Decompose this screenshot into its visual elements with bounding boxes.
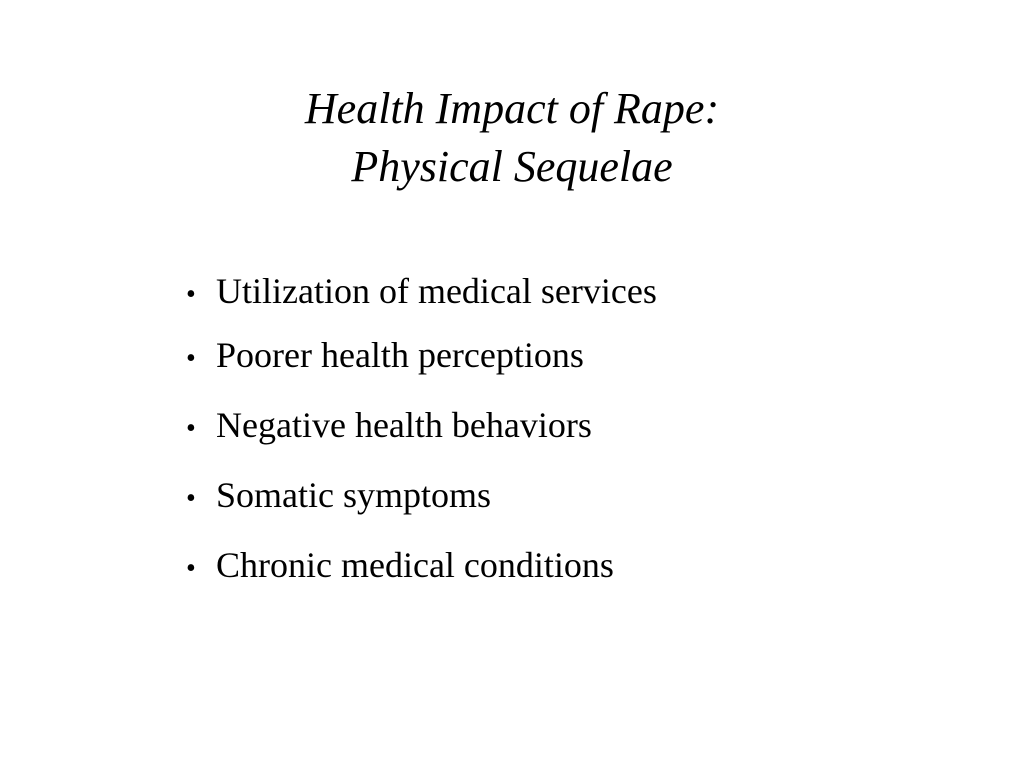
bullet-text: Somatic symptoms [216, 475, 492, 515]
bullet-icon: • [186, 343, 196, 374]
bullet-item [186, 544, 657, 614]
bullet-item [186, 270, 657, 334]
bullet-item [186, 474, 657, 544]
bullet-icon: • [186, 553, 196, 584]
bullet-item [186, 404, 657, 474]
title-line-2: Physical Sequelae [351, 142, 673, 191]
title-line-1: Health Impact of Rape: [304, 84, 720, 133]
bullet-list [186, 270, 657, 614]
bullet-item [186, 334, 657, 404]
slide-title [0, 80, 1024, 196]
bullet-text: Chronic medical conditions [216, 545, 614, 585]
bullet-icon: • [186, 279, 196, 310]
bullet-text: Poorer health perceptions [216, 335, 584, 375]
bullet-icon: • [186, 413, 196, 444]
bullet-text: Negative health behaviors [216, 405, 592, 445]
bullet-icon: • [186, 483, 196, 514]
bullet-text: Utilization of medical services [216, 271, 657, 311]
